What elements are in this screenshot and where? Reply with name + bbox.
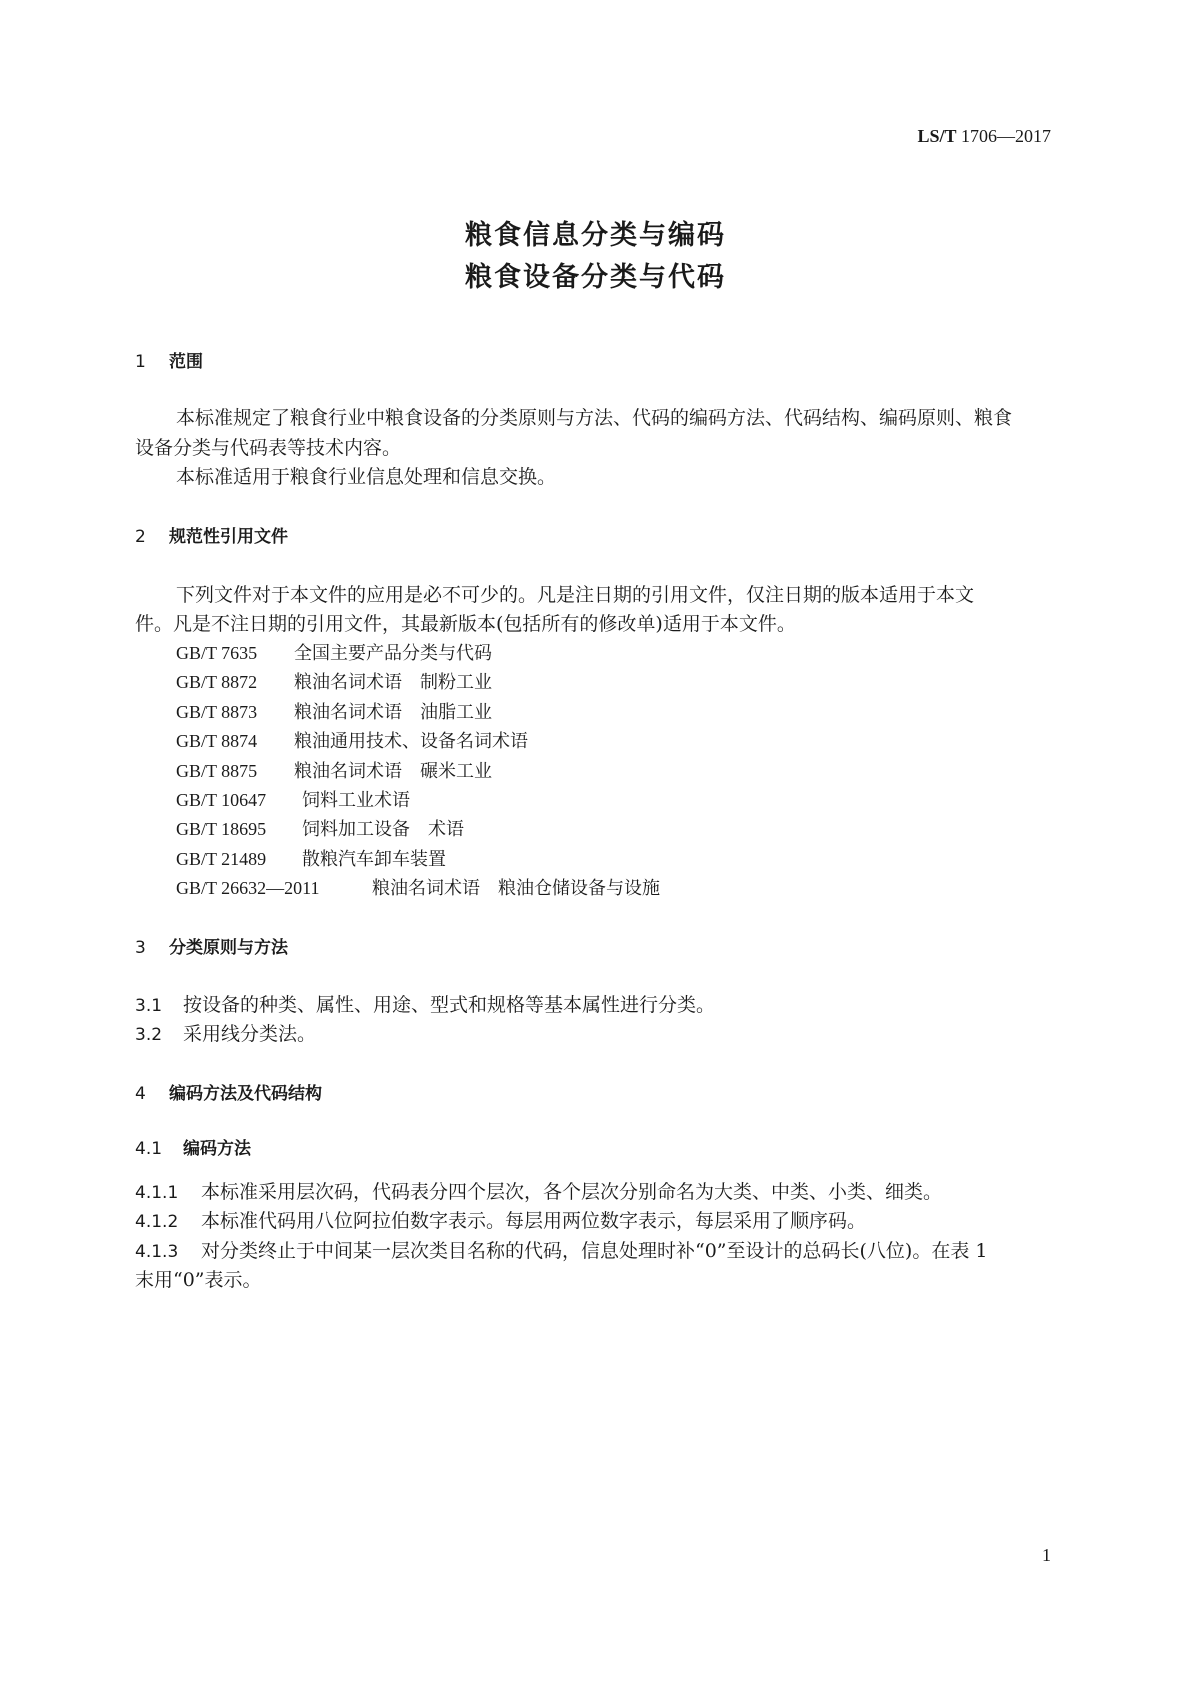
clause-4-1-3-line2: 末用“0”表示。: [135, 1269, 262, 1291]
subsection-4-1-heading: 4.1 编码方法: [135, 1139, 251, 1159]
section-3-heading: 3 分类原则与方法: [135, 938, 288, 958]
reference-item: GB/T 26632—2011 粮油名词术语 粮油仓储设备与设施: [176, 878, 660, 899]
document-title-line1: 粮食信息分类与编码: [465, 220, 726, 251]
reference-item: GB/T 8875 粮油名词术语 碾米工业: [176, 761, 492, 782]
section-4-heading: 4 编码方法及代码结构: [135, 1084, 322, 1104]
reference-item: GB/T 18695 饲料加工设备 术语: [176, 819, 464, 840]
section-1-heading: 1 范围: [135, 352, 203, 372]
section-1-para1-line2: 设备分类与代码表等技术内容。: [135, 437, 402, 459]
clause-4-1-1: 4.1.1 本标准采用层次码，代码表分四个层次，各个层次分别命名为大类、中类、小类、细类。: [135, 1181, 943, 1203]
standard-number: LS/T 1706—2017: [917, 126, 1051, 146]
reference-item: GB/T 8873 粮油名词术语 油脂工业: [176, 702, 492, 723]
reference-item: GB/T 8872 粮油名词术语 制粉工业: [176, 672, 492, 693]
section-1-para2: 本标准适用于粮食行业信息处理和信息交换。: [176, 466, 557, 488]
reference-item: GB/T 21489 散粮汽车卸车装置: [176, 849, 446, 870]
section-2-para1-line1: 下列文件对于本文件的应用是必不可少的。凡是注日期的引用文件，仅注日期的版本适用于本文: [176, 584, 975, 606]
reference-item: GB/T 7635 全国主要产品分类与代码: [176, 643, 492, 664]
section-1-para1-line1: 本标准规定了粮食行业中粮食设备的分类原则与方法、代码的编码方法、代码结构、编码原则、粮食: [176, 407, 1013, 429]
reference-item: GB/T 10647 饲料工业术语: [176, 790, 410, 811]
reference-item: GB/T 8874 粮油通用技术、设备名词术语: [176, 731, 528, 752]
clause-4-1-3: 4.1.3 对分类终止于中间某一层次类目名称的代码，信息处理时补“0”至设计的总码长(八位)。在表 1: [135, 1240, 988, 1262]
section-2-heading: 2 规范性引用文件: [135, 527, 288, 547]
clause-3-2: 3.2 采用线分类法。: [135, 1023, 317, 1045]
page-number: 1: [1042, 1545, 1051, 1565]
clause-3-1: 3.1 按设备的种类、属性、用途、型式和规格等基本属性进行分类。: [135, 994, 716, 1016]
section-2-para1-line2: 件。凡是不注日期的引用文件，其最新版本(包括所有的修改单)适用于本文件。: [135, 613, 796, 635]
document-title-line2: 粮食设备分类与代码: [465, 262, 726, 293]
clause-4-1-2: 4.1.2 本标准代码用八位阿拉伯数字表示。每层用两位数字表示，每层采用了顺序码。: [135, 1210, 867, 1232]
